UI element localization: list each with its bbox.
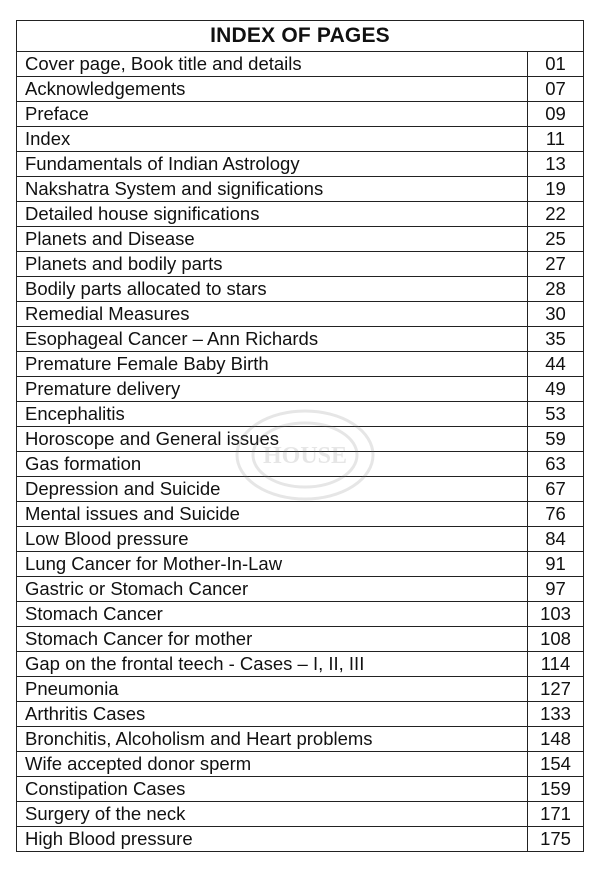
entry-page-number: 76 (528, 502, 584, 527)
entry-page-number: 25 (528, 227, 584, 252)
entry-title: Encephalitis (17, 402, 528, 427)
entry-page-number: 27 (528, 252, 584, 277)
entry-page-number: 11 (528, 127, 584, 152)
entry-page-number: 175 (528, 827, 584, 852)
entry-title: Pneumonia (17, 677, 528, 702)
entry-page-number: 84 (528, 527, 584, 552)
entry-title: Stomach Cancer for mother (17, 627, 528, 652)
index-entry-row (17, 552, 584, 577)
entry-page-number: 35 (528, 327, 584, 352)
index-entry-row (17, 227, 584, 252)
entry-title: Planets and Disease (17, 227, 528, 252)
entry-page-number: 09 (528, 102, 584, 127)
entry-page-number: 127 (528, 677, 584, 702)
index-entry-row (17, 352, 584, 377)
entry-title: Low Blood pressure (17, 527, 528, 552)
entry-title: Acknowledgements (17, 77, 528, 102)
index-entry-row (17, 277, 584, 302)
entry-page-number: 97 (528, 577, 584, 602)
index-entry-row (17, 477, 584, 502)
entry-title: Constipation Cases (17, 777, 528, 802)
index-entry-row (17, 377, 584, 402)
index-entry-row (17, 727, 584, 752)
entry-title: Wife accepted donor sperm (17, 752, 528, 777)
entry-page-number: 53 (528, 402, 584, 427)
index-entry-row (17, 77, 584, 102)
entry-title: Mental issues and Suicide (17, 502, 528, 527)
entry-title: Esophageal Cancer – Ann Richards (17, 327, 528, 352)
entry-title: Nakshatra System and significations (17, 177, 528, 202)
index-table-body (17, 52, 584, 852)
page-title: INDEX OF PAGES (16, 20, 584, 51)
index-entry-row (17, 802, 584, 827)
entry-title: Gap on the frontal teech - Cases – I, II, III (17, 652, 528, 677)
entry-title: Gas formation (17, 452, 528, 477)
entry-title: Surgery of the neck (17, 802, 528, 827)
entry-title: High Blood pressure (17, 827, 528, 852)
entry-title: Depression and Suicide (17, 477, 528, 502)
entry-title: Lung Cancer for Mother-In-Law (17, 552, 528, 577)
entry-page-number: 13 (528, 152, 584, 177)
index-entry-row (17, 602, 584, 627)
entry-title: Detailed house significations (17, 202, 528, 227)
index-entry-row (17, 427, 584, 452)
entry-page-number: 133 (528, 702, 584, 727)
index-entry-row (17, 152, 584, 177)
index-entry-row (17, 127, 584, 152)
index-entry-row (17, 327, 584, 352)
entry-page-number: 91 (528, 552, 584, 577)
entry-page-number: 171 (528, 802, 584, 827)
entry-title: Stomach Cancer (17, 602, 528, 627)
entry-page-number: 07 (528, 77, 584, 102)
entry-page-number: 103 (528, 602, 584, 627)
index-entry-row (17, 452, 584, 477)
watermark-text: HOUSE (262, 443, 348, 469)
index-entry-row (17, 102, 584, 127)
entry-page-number: 01 (528, 52, 584, 77)
entry-title: Index (17, 127, 528, 152)
index-entry-row (17, 777, 584, 802)
entry-title: Cover page, Book title and details (17, 52, 528, 77)
entry-page-number: 148 (528, 727, 584, 752)
index-entry-row (17, 402, 584, 427)
entry-title: Premature delivery (17, 377, 528, 402)
entry-page-number: 159 (528, 777, 584, 802)
entry-page-number: 30 (528, 302, 584, 327)
index-entry-row (17, 677, 584, 702)
index-entry-row (17, 577, 584, 602)
index-entry-row (17, 652, 584, 677)
index-entry-row (17, 52, 584, 77)
entry-page-number: 108 (528, 627, 584, 652)
entry-title: Remedial Measures (17, 302, 528, 327)
entry-title: Horoscope and General issues (17, 427, 528, 452)
entry-title: Fundamentals of Indian Astrology (17, 152, 528, 177)
index-entry-row (17, 202, 584, 227)
entry-title: Arthritis Cases (17, 702, 528, 727)
index-entry-row (17, 177, 584, 202)
entry-page-number: 63 (528, 452, 584, 477)
index-entry-row (17, 502, 584, 527)
entry-title: Preface (17, 102, 528, 127)
index-entry-row (17, 827, 584, 852)
entry-page-number: 49 (528, 377, 584, 402)
entry-page-number: 19 (528, 177, 584, 202)
index-entry-row (17, 752, 584, 777)
entry-page-number: 22 (528, 202, 584, 227)
index-entry-row (17, 627, 584, 652)
index-entry-row (17, 702, 584, 727)
entry-title: Gastric or Stomach Cancer (17, 577, 528, 602)
entry-title: Bronchitis, Alcoholism and Heart problems (17, 727, 528, 752)
index-entry-row (17, 302, 584, 327)
index-table (16, 51, 584, 852)
entry-title: Premature Female Baby Birth (17, 352, 528, 377)
entry-title: Planets and bodily parts (17, 252, 528, 277)
index-entry-row (17, 252, 584, 277)
entry-page-number: 28 (528, 277, 584, 302)
index-entry-row (17, 527, 584, 552)
index-page (16, 20, 584, 852)
entry-page-number: 44 (528, 352, 584, 377)
entry-page-number: 67 (528, 477, 584, 502)
entry-page-number: 59 (528, 427, 584, 452)
entry-page-number: 154 (528, 752, 584, 777)
entry-page-number: 114 (528, 652, 584, 677)
entry-title: Bodily parts allocated to stars (17, 277, 528, 302)
